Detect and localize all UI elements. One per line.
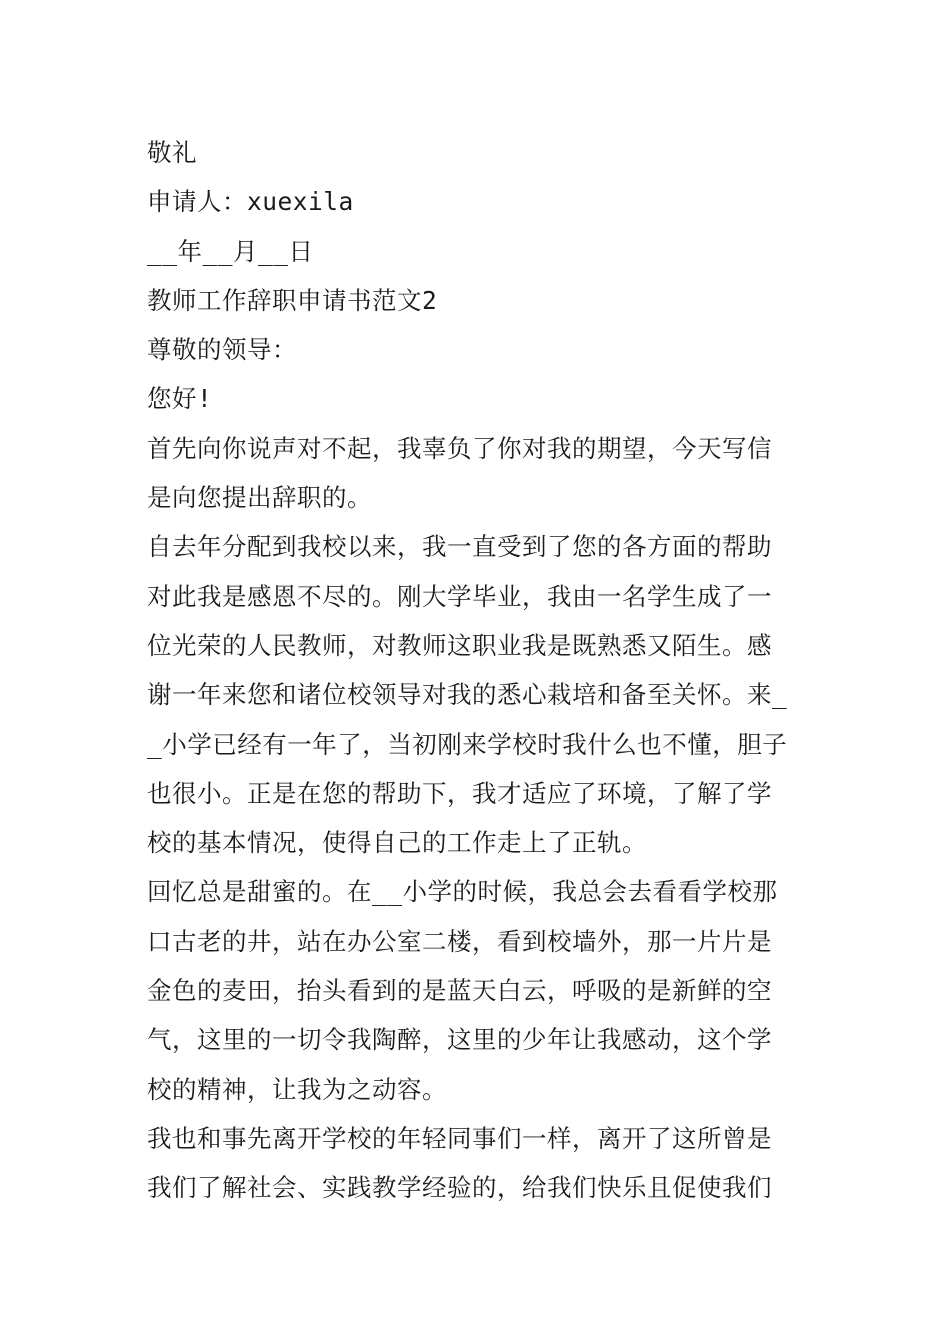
paragraph-line: 校的精神，让我为之动容。 bbox=[147, 1074, 447, 1104]
paragraph-line: 是向您提出辞职的。 bbox=[147, 483, 372, 513]
paragraph-line: 自去年分配到我校以来，我一直受到了您的各方面的帮助 bbox=[147, 532, 772, 562]
paragraph-line: 气，这里的一切令我陶醉，这里的少年让我感动，这个学 bbox=[147, 1025, 772, 1055]
document-title: 教师工作辞职申请书范文2 bbox=[147, 285, 438, 315]
paragraph-line: 我也和事先离开学校的年轻同事们一样，离开了这所曾是 bbox=[147, 1123, 772, 1153]
paragraph-line: 口古老的井，站在办公室二楼，看到校墙外，那一片片是 bbox=[147, 926, 772, 956]
greeting-hello: 您好! bbox=[147, 384, 213, 414]
paragraph-line: 校的基本情况，使得自己的工作走上了正轨。 bbox=[147, 828, 647, 858]
date-line: __年__月__日 bbox=[147, 236, 314, 266]
paragraph-line: 谢一年来您和诸位校领导对我的悉心栽培和备至关怀。来_ bbox=[147, 680, 788, 710]
applicant-line: 申请人：xuexila bbox=[147, 187, 354, 217]
paragraph-line: _小学已经有一年了，当初刚来学校时我什么也不懂，胆子 bbox=[147, 729, 788, 759]
paragraph-line: 回忆总是甜蜜的。在__小学的时候，我总会去看看学校那 bbox=[147, 877, 778, 907]
greeting-line: 尊敬的领导： bbox=[147, 335, 297, 365]
paragraph-line: 对此我是感恩不尽的。刚大学毕业，我由一名学生成了一 bbox=[147, 581, 772, 611]
paragraph-line: 也很小。正是在您的帮助下，我才适应了环境，了解了学 bbox=[147, 778, 772, 808]
paragraph-line: 位光荣的人民教师，对教师这职业我是既熟悉又陌生。感 bbox=[147, 630, 772, 660]
paragraph-line: 金色的麦田，抬头看到的是蓝天白云，呼吸的是新鲜的空 bbox=[147, 976, 772, 1006]
paragraph-line: 我们了解社会、实践教学经验的，给我们快乐且促使我们 bbox=[147, 1173, 772, 1203]
paragraph-line: 首先向你说声对不起，我辜负了你对我的期望，今天写信 bbox=[147, 433, 772, 463]
document-body bbox=[147, 128, 807, 1213]
closing-salutation: 敬礼 bbox=[147, 138, 197, 167]
